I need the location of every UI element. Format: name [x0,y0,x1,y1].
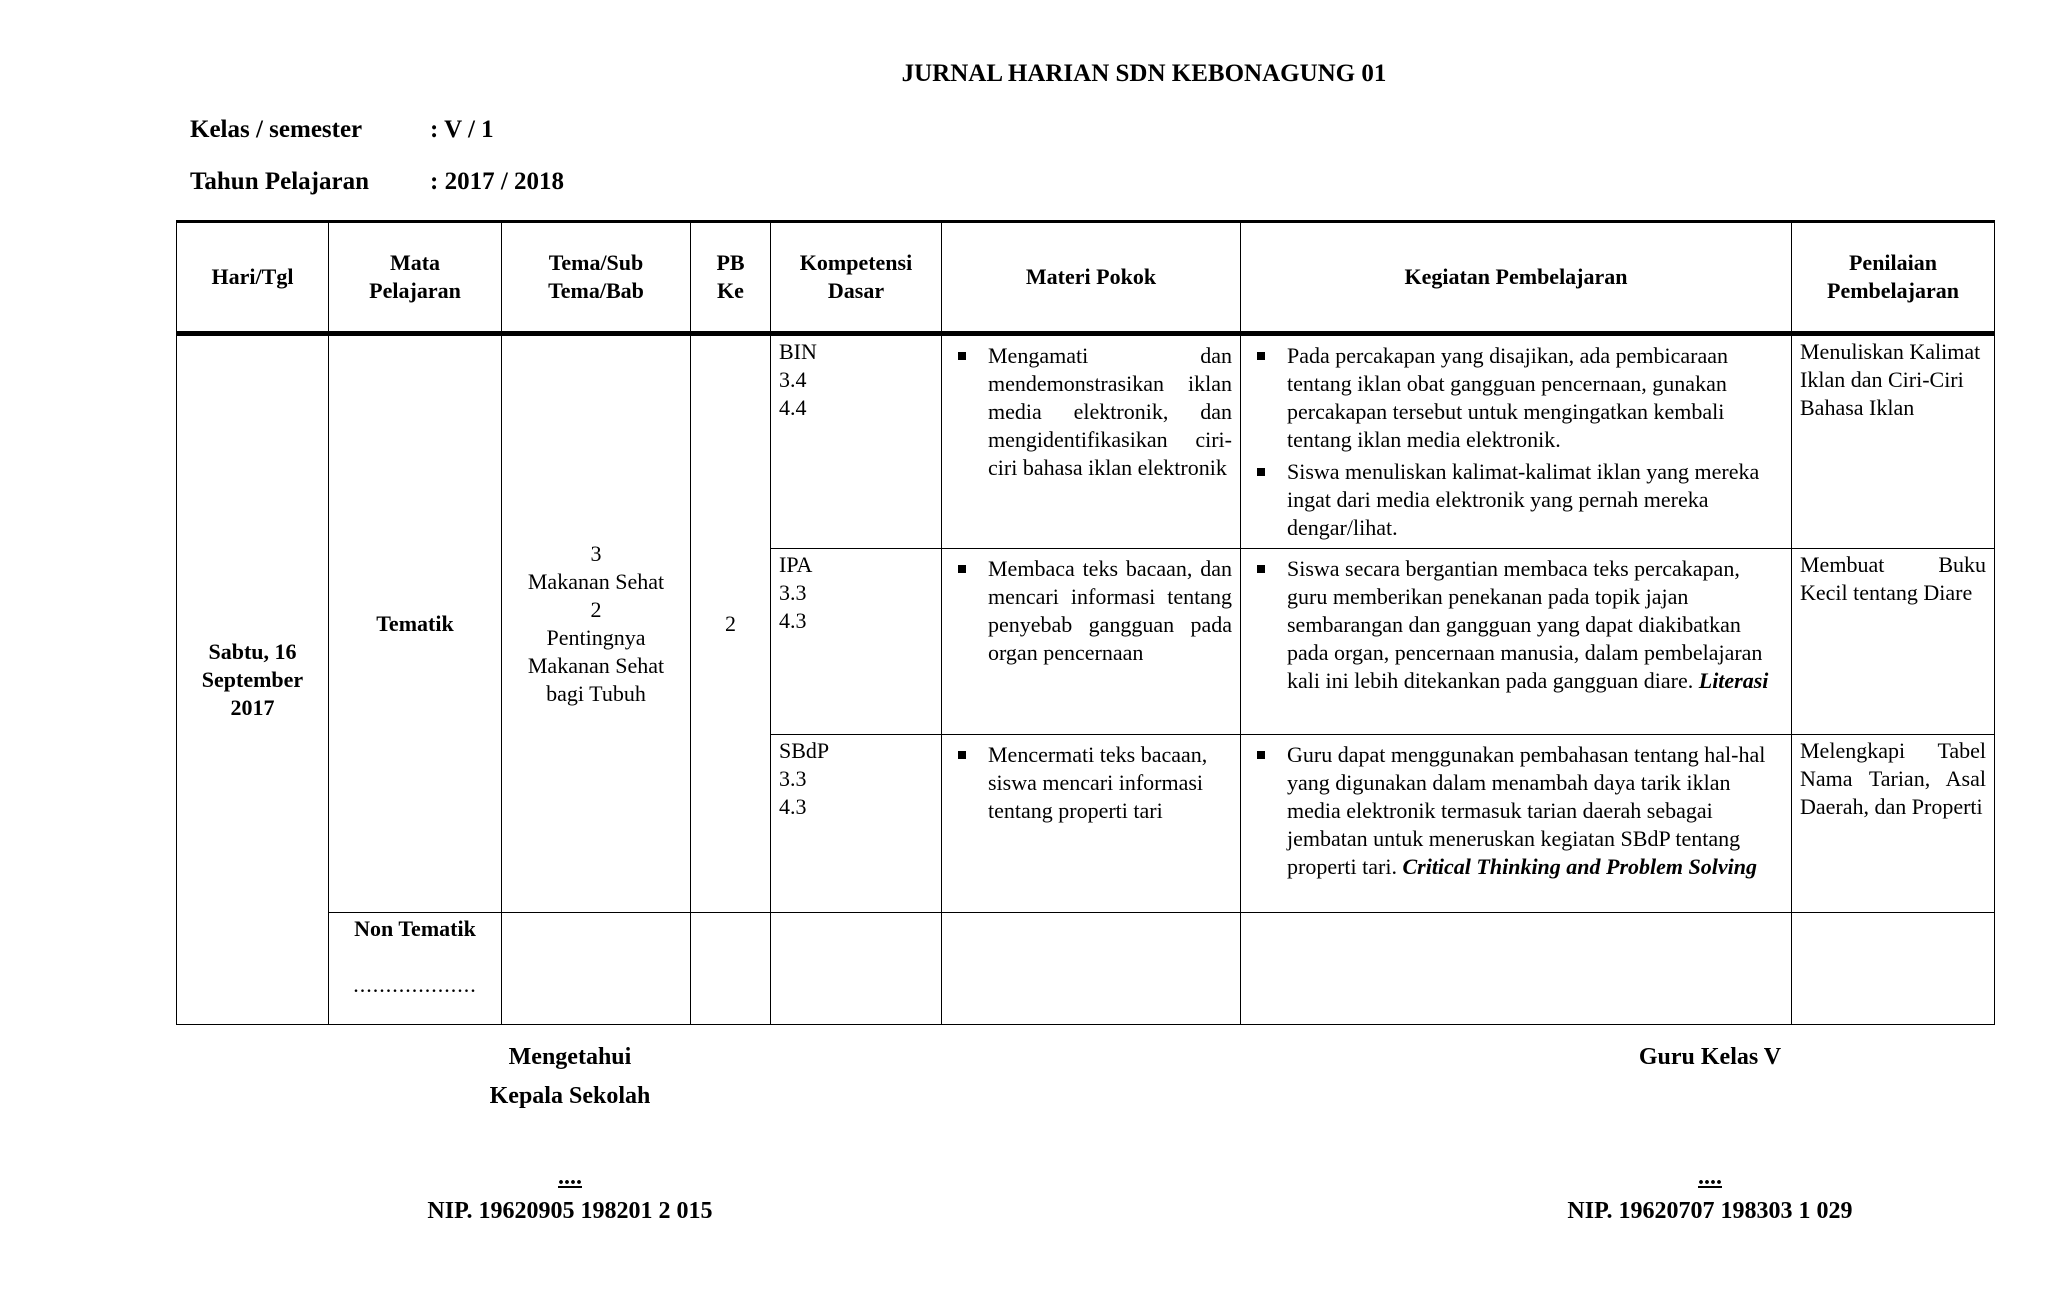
cell-materi [942,334,1241,549]
tahun-value: : 2017 / 2018 [430,168,565,195]
header-kegiatan: Kegiatan Pembelajaran [1241,222,1792,334]
header-materi: Materi Pokok [942,222,1241,334]
tahun-label: Tahun Pelajaran [190,168,369,195]
page-title: JURNAL HARIAN SDN KEBONAGUNG 01 [901,60,1387,87]
cell-empty [942,913,1241,1025]
list-item: Siswa secara bergantian membaca teks percakapan, guru memberikan penekanan pada topik jajan sembarangan dan gangguan yang dapat diakibatkan pada organ, pencernaan manusia, dalam pembelajaran kali ini lebih ditekankan pada gangguan diare. Literasi [1249,555,1783,695]
cell-hari: Sabtu, 16 September 2017 [177,334,329,1025]
mengetahui-label: Mengetahui [508,1044,632,1070]
cell-non-tematik: Non Tematik ................... [329,913,502,1025]
table-row [177,913,1995,1025]
header-mapel: Mata Pelajaran [329,222,502,334]
kelas-value: : V / 1 [430,116,494,143]
list-item: Mencermati teks bacaan, siswa mencari informasi tentang properti tari [950,741,1232,825]
cell-penilaian: Melengkapi Tabel Nama Tarian, Asal Daerah, dan Properti [1792,735,1995,913]
cell-empty [502,913,691,1025]
list-item: Mengamati dan mendemonstrasikan iklan media elektronik, dan mengidentifikasikan ciri-ciri bahasa iklan elektronik [950,342,1232,482]
signature-left [420,1044,720,1110]
kelas-label: Kelas / semester [190,116,363,143]
cell-empty [771,913,942,1025]
cell-empty [691,913,771,1025]
cell-kegiatan [1241,549,1792,735]
header-kd: Kompetensi Dasar [771,222,942,334]
header-hari: Hari/Tgl [177,222,329,334]
journal-table [176,220,1995,1025]
header-tema: Tema/Sub Tema/Bab [502,222,691,334]
list-item: Membaca teks bacaan, dan mencari informasi tentang penyebab gangguan pada organ pencernaan [950,555,1232,667]
signature-right-dots: .... [1698,1164,1722,1190]
signature-right [1560,1044,1860,1071]
cell-kegiatan [1241,334,1792,549]
cell-materi [942,735,1241,913]
cell-empty [1792,913,1995,1025]
cell-kd: SBdP 3.3 4.3 [771,735,942,913]
cell-empty [1241,913,1792,1025]
kelas-semester [190,116,494,144]
nip-left: NIP. 19620905 198201 2 015 [427,1198,713,1224]
guru-kelas-label: Guru Kelas V [1638,1044,1782,1070]
header-pb: PB Ke [691,222,771,334]
cell-kegiatan [1241,735,1792,913]
kepala-sekolah-label: Kepala Sekolah [489,1083,651,1109]
cell-kd: IPA 3.3 4.3 [771,549,942,735]
cell-pb: 2 [691,334,771,913]
cell-penilaian: Membuat Buku Kecil tentang Diare [1792,549,1995,735]
list-item: Siswa menuliskan kalimat-kalimat iklan yang mereka ingat dari media elektronik yang pernah mereka dengar/lihat. [1249,458,1783,542]
cell-kd: BIN 3.4 4.4 [771,334,942,549]
nip-right: NIP. 19620707 198303 1 029 [1567,1198,1853,1224]
tahun-pelajaran [190,168,564,196]
cell-tema: 3 Makanan Sehat 2 Pentingnya Makanan Sehat bagi Tubuh [502,334,691,913]
cell-penilaian: Menuliskan Kalimat Iklan dan Ciri-Ciri Bahasa Iklan [1792,334,1995,549]
list-item: Guru dapat menggunakan pembahasan tentang hal-hal yang digunakan dalam menambah daya tarik iklan media elektronik termasuk tarian daerah sebagai jembatan untuk meneruskan kegiatan SBdP tentang properti tari. Critical Thinking and Problem Solving [1249,741,1783,881]
table-header-row [177,222,1995,334]
list-item: Pada percakapan yang disajikan, ada pembicaraan tentang iklan obat gangguan pencernaan, gunakan percakapan tersebut untuk mengingatkan kembali tentang iklan media elektronik. [1249,342,1783,454]
table-row [177,334,1995,549]
header-penilaian: Penilaian Pembelajaran [1792,222,1995,334]
cell-materi [942,549,1241,735]
cell-mapel: Tematik [329,334,502,913]
signature-left-dots: .... [558,1164,582,1190]
